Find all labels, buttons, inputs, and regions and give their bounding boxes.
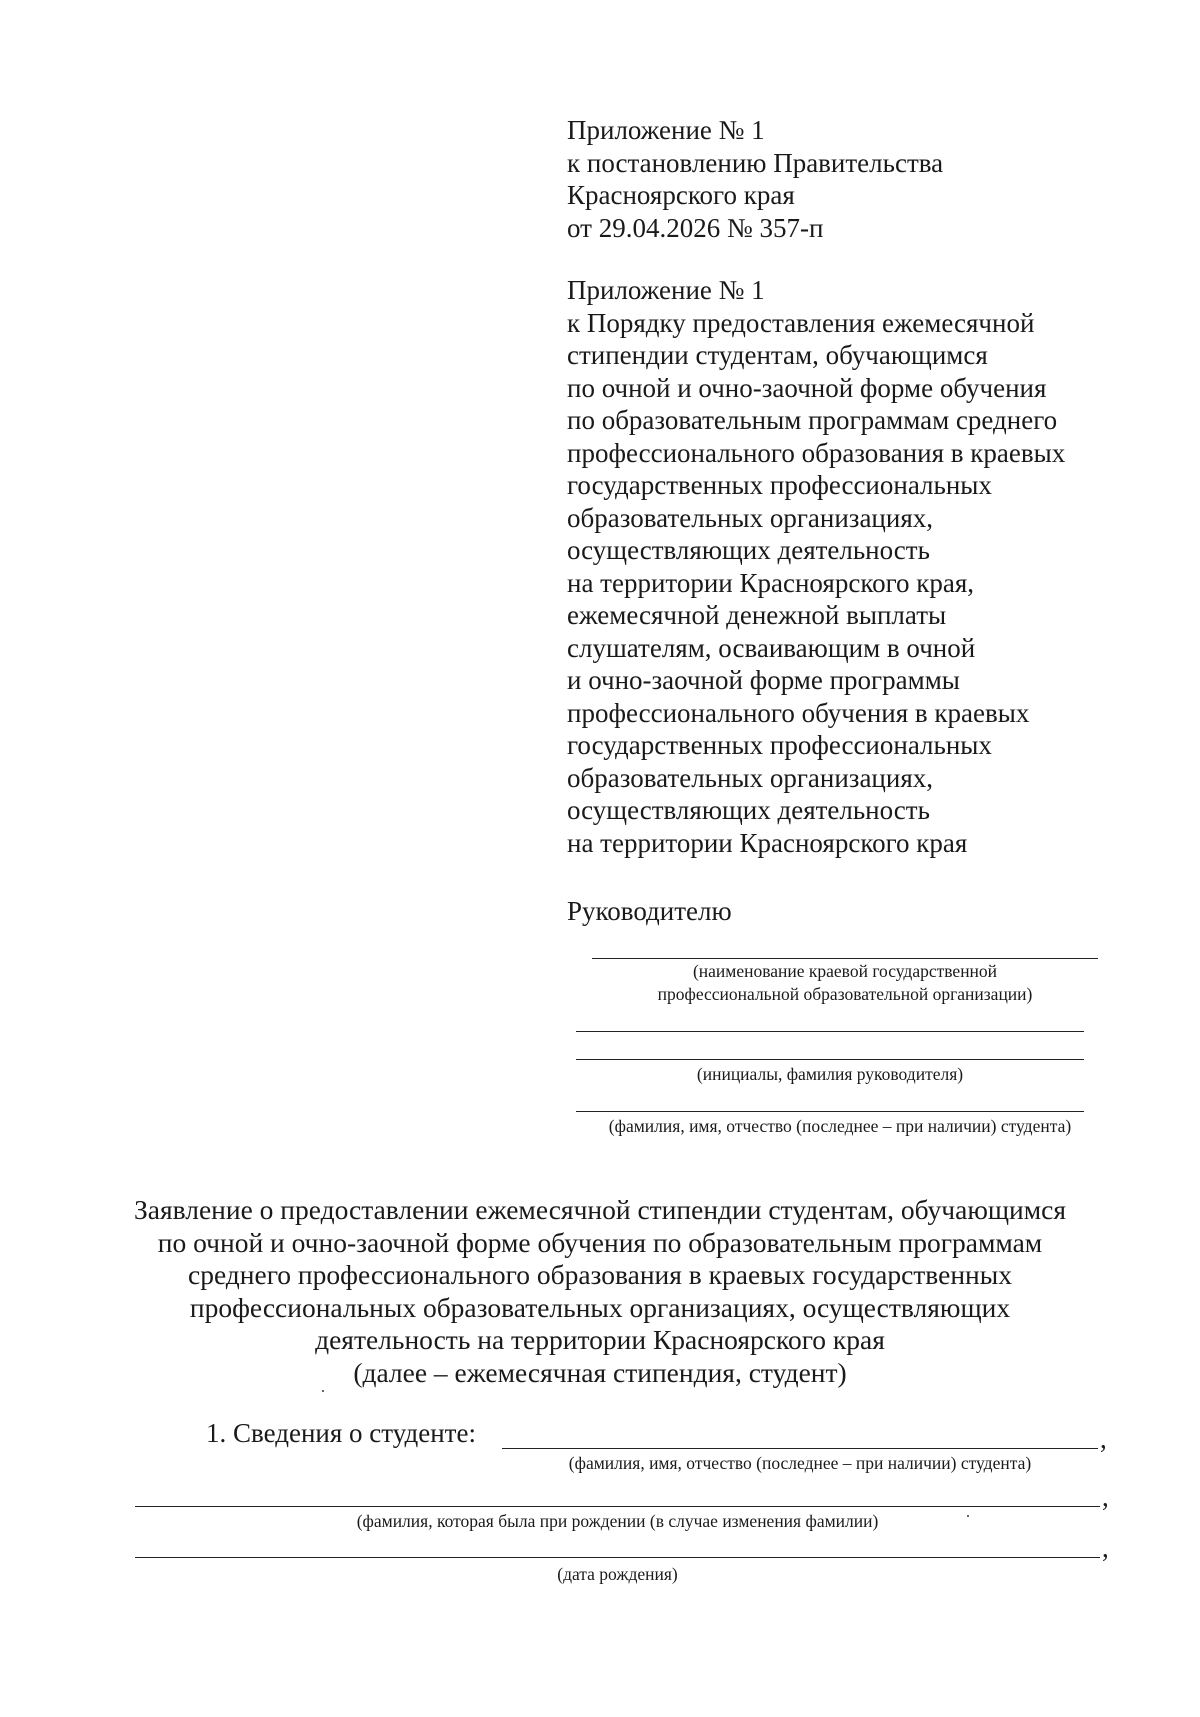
head-name-line[interactable] — [576, 1059, 1084, 1060]
appendix2-line: ежемесячной денежной выплаты — [567, 600, 947, 630]
birth-surname-caption: (фамилия, которая была при рождении (в случае изменения фамилии) — [356, 1511, 879, 1531]
student-name-caption: (фамилия, имя, отчество (последнее – при наличии) студента) — [608, 1116, 1072, 1136]
appendix2-line: к Порядку предоставления ежемесячной — [567, 307, 1035, 338]
student-name-line[interactable] — [576, 1111, 1084, 1112]
title-line: деятельность на территории Красноярского края — [315, 1324, 885, 1355]
title-line: Заявление о предоставлении ежемесячной стипендии студентам, обучающимся — [133, 1194, 1067, 1225]
title-line: среднего профессионального образования в краевых государственных — [187, 1259, 1012, 1290]
org-name-caption-1: (наименование краевой государственной — [692, 961, 998, 981]
appendix2-line: по образовательным программам среднего — [567, 405, 1058, 435]
appendix2-line: слушателям, осваивающим в очной — [567, 632, 976, 663]
student-fio-line[interactable] — [502, 1448, 1098, 1449]
title-line: (далее – ежемесячная стипендия, студент) — [353, 1356, 847, 1388]
appendix2-line: стипендии студентам, обучающимся — [567, 340, 988, 370]
appendix2-line: и очно-заочной форме программы — [567, 665, 960, 695]
title-line: по очной и очно-заочной форме обучения по образовательным программам — [157, 1226, 1043, 1258]
head-name-caption: (инициалы, фамилия руководителя) — [696, 1064, 964, 1084]
appendix2-line: Приложение № 1 — [567, 275, 765, 305]
comma: , — [1102, 1533, 1109, 1563]
appendix1-line: от 29.04.2026 № 357-п — [567, 212, 824, 243]
document-title — [80, 1194, 1120, 1389]
comma: , — [1102, 1482, 1109, 1512]
appendix1-line: Красноярского края — [567, 180, 795, 210]
addressee-label: Руководителю — [567, 896, 732, 926]
student-fio-caption: (фамилия, имя, отчество (последнее – при наличии) студента) — [568, 1453, 1032, 1473]
appendix2-line: на территории Красноярского края — [567, 827, 968, 858]
appendix2-line: на территории Красноярского края, — [567, 567, 974, 598]
appendix1-line: Приложение № 1 — [567, 115, 765, 145]
appendix-header-resolution — [567, 114, 1127, 244]
org-name-caption-2: профессиональной образовательной организации) — [657, 984, 1033, 1004]
appendix2-line: осуществляющих деятельность — [567, 795, 930, 825]
org-name-line[interactable] — [592, 958, 1098, 959]
org-name-line-2[interactable] — [576, 1031, 1084, 1032]
title-line: профессиональных образовательных организациях, осуществляющих — [189, 1291, 1011, 1323]
section-1-label: 1. Сведения о студенте: — [206, 1418, 476, 1448]
appendix2-line: профессионального образования в краевых — [567, 437, 1066, 468]
birth-surname-line[interactable] — [135, 1506, 1100, 1507]
scan-speck — [322, 1390, 324, 1392]
appendix2-line: государственных профессиональных — [567, 470, 992, 500]
appendix2-line: образовательных организациях, — [567, 762, 933, 793]
comma: , — [1100, 1424, 1107, 1454]
appendix2-line: по очной и очно-заочной форме обучения — [567, 372, 1047, 403]
birth-date-line[interactable] — [135, 1557, 1100, 1558]
appendix2-line: образовательных организациях, — [567, 502, 933, 533]
appendix-header-procedure — [567, 274, 1127, 859]
birth-date-caption: (дата рождения) — [557, 1564, 678, 1584]
scan-speck — [967, 1515, 969, 1517]
appendix2-line: осуществляющих деятельность — [567, 535, 930, 565]
appendix1-line: к постановлению Правительства — [567, 147, 944, 178]
appendix2-line: профессионального обучения в краевых — [567, 697, 1030, 728]
appendix2-line: государственных профессиональных — [567, 730, 992, 760]
